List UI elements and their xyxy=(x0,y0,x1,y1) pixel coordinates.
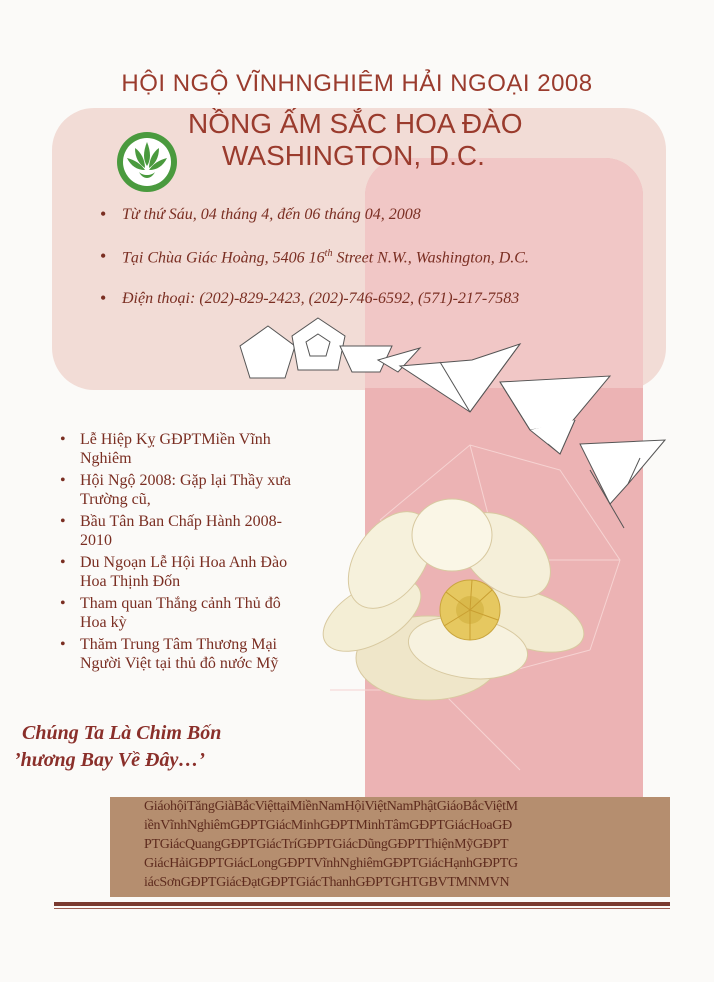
origami-pentagon-1 xyxy=(240,326,295,378)
activity-item: • Bầu Tân Ban Chấp Hành 2008-2010 xyxy=(60,512,300,550)
activity-item: • Lễ Hiệp Kỵ GĐPTMiền Vĩnh Nghiêm xyxy=(60,430,300,468)
activity-item: • Tham quan Thắng cảnh Thủ đô Hoa kỳ xyxy=(60,594,300,632)
event-location-title: WASHINGTON, D.C. xyxy=(222,140,485,171)
activities-list xyxy=(60,430,300,676)
organizations-line: GiáohộiTăngGiàBắcViệttạiMiềnNamHộiViệtNamPhậtGiáoBắcViệtM xyxy=(144,799,518,814)
activity-item: • Du Ngoạn Lễ Hội Hoa Anh Đào Hoa Thịnh Đốn xyxy=(60,553,300,591)
organizations-line: iácSơnGĐPTGiácĐạtGĐPTGiácThanhGĐPTGHTGBVTMNMVN xyxy=(144,875,510,890)
organizations-line: PTGiácQuangGĐPTGiácTríGĐPTGiácDũngGĐPTThiệnMỹGĐPT xyxy=(144,837,509,852)
activity-item: • Hội Ngộ 2008: Gặp lại Thầy xưa Trường cũ, xyxy=(60,471,300,509)
event-address: • Tại Chùa Giác Hoàng, 5406 16th Street N.W., Washington, D.C. xyxy=(100,248,529,290)
event-subtitle: NỒNG ẤM SẮC HOA ĐÀO xyxy=(188,108,523,139)
event-date: • Từ thứ Sáu, 04 tháng 4, đến 06 tháng 04, 2008 xyxy=(100,206,529,248)
origami-sequence xyxy=(240,318,665,528)
event-info-list xyxy=(100,206,529,332)
organizations-box xyxy=(110,797,670,897)
origami-fold-5 xyxy=(400,344,520,412)
activity-item: • Thăm Trung Tâm Thương Mại Người Việt tại thủ đô nước Mỹ xyxy=(60,635,300,673)
lotus-flower xyxy=(311,496,592,700)
organizations-line: GiácHảiGĐPTGiácLongGĐPTVĩnhNghiêmGĐPTGiácHạnhGĐPTG xyxy=(144,856,518,871)
event-title: HỘI NGỘ VĨNHNGHIÊM HẢI NGOẠI 2008 xyxy=(121,70,593,97)
organizations-line: iềnVĩnhNghiêmGĐPTGiácMinhGĐPTMinhTâmGĐPTGiácHoaGĐ xyxy=(144,818,512,833)
footer-rule-thin xyxy=(54,908,670,909)
origami-crane-2 xyxy=(580,440,665,504)
slogan xyxy=(14,720,342,774)
event-phone: • Điện thoại: (202)-829-2423, (202)-746-6592, (571)-217-7583 xyxy=(100,290,529,332)
origami-crane-1 xyxy=(500,376,610,430)
footer-rule xyxy=(54,902,670,906)
slogan-line-2: ’hương Bay Về Đây…’ xyxy=(14,749,206,771)
lotus-emblem-icon xyxy=(115,130,179,194)
slogan-line-1: Chúng Ta Là Chim Bốn xyxy=(22,722,222,744)
